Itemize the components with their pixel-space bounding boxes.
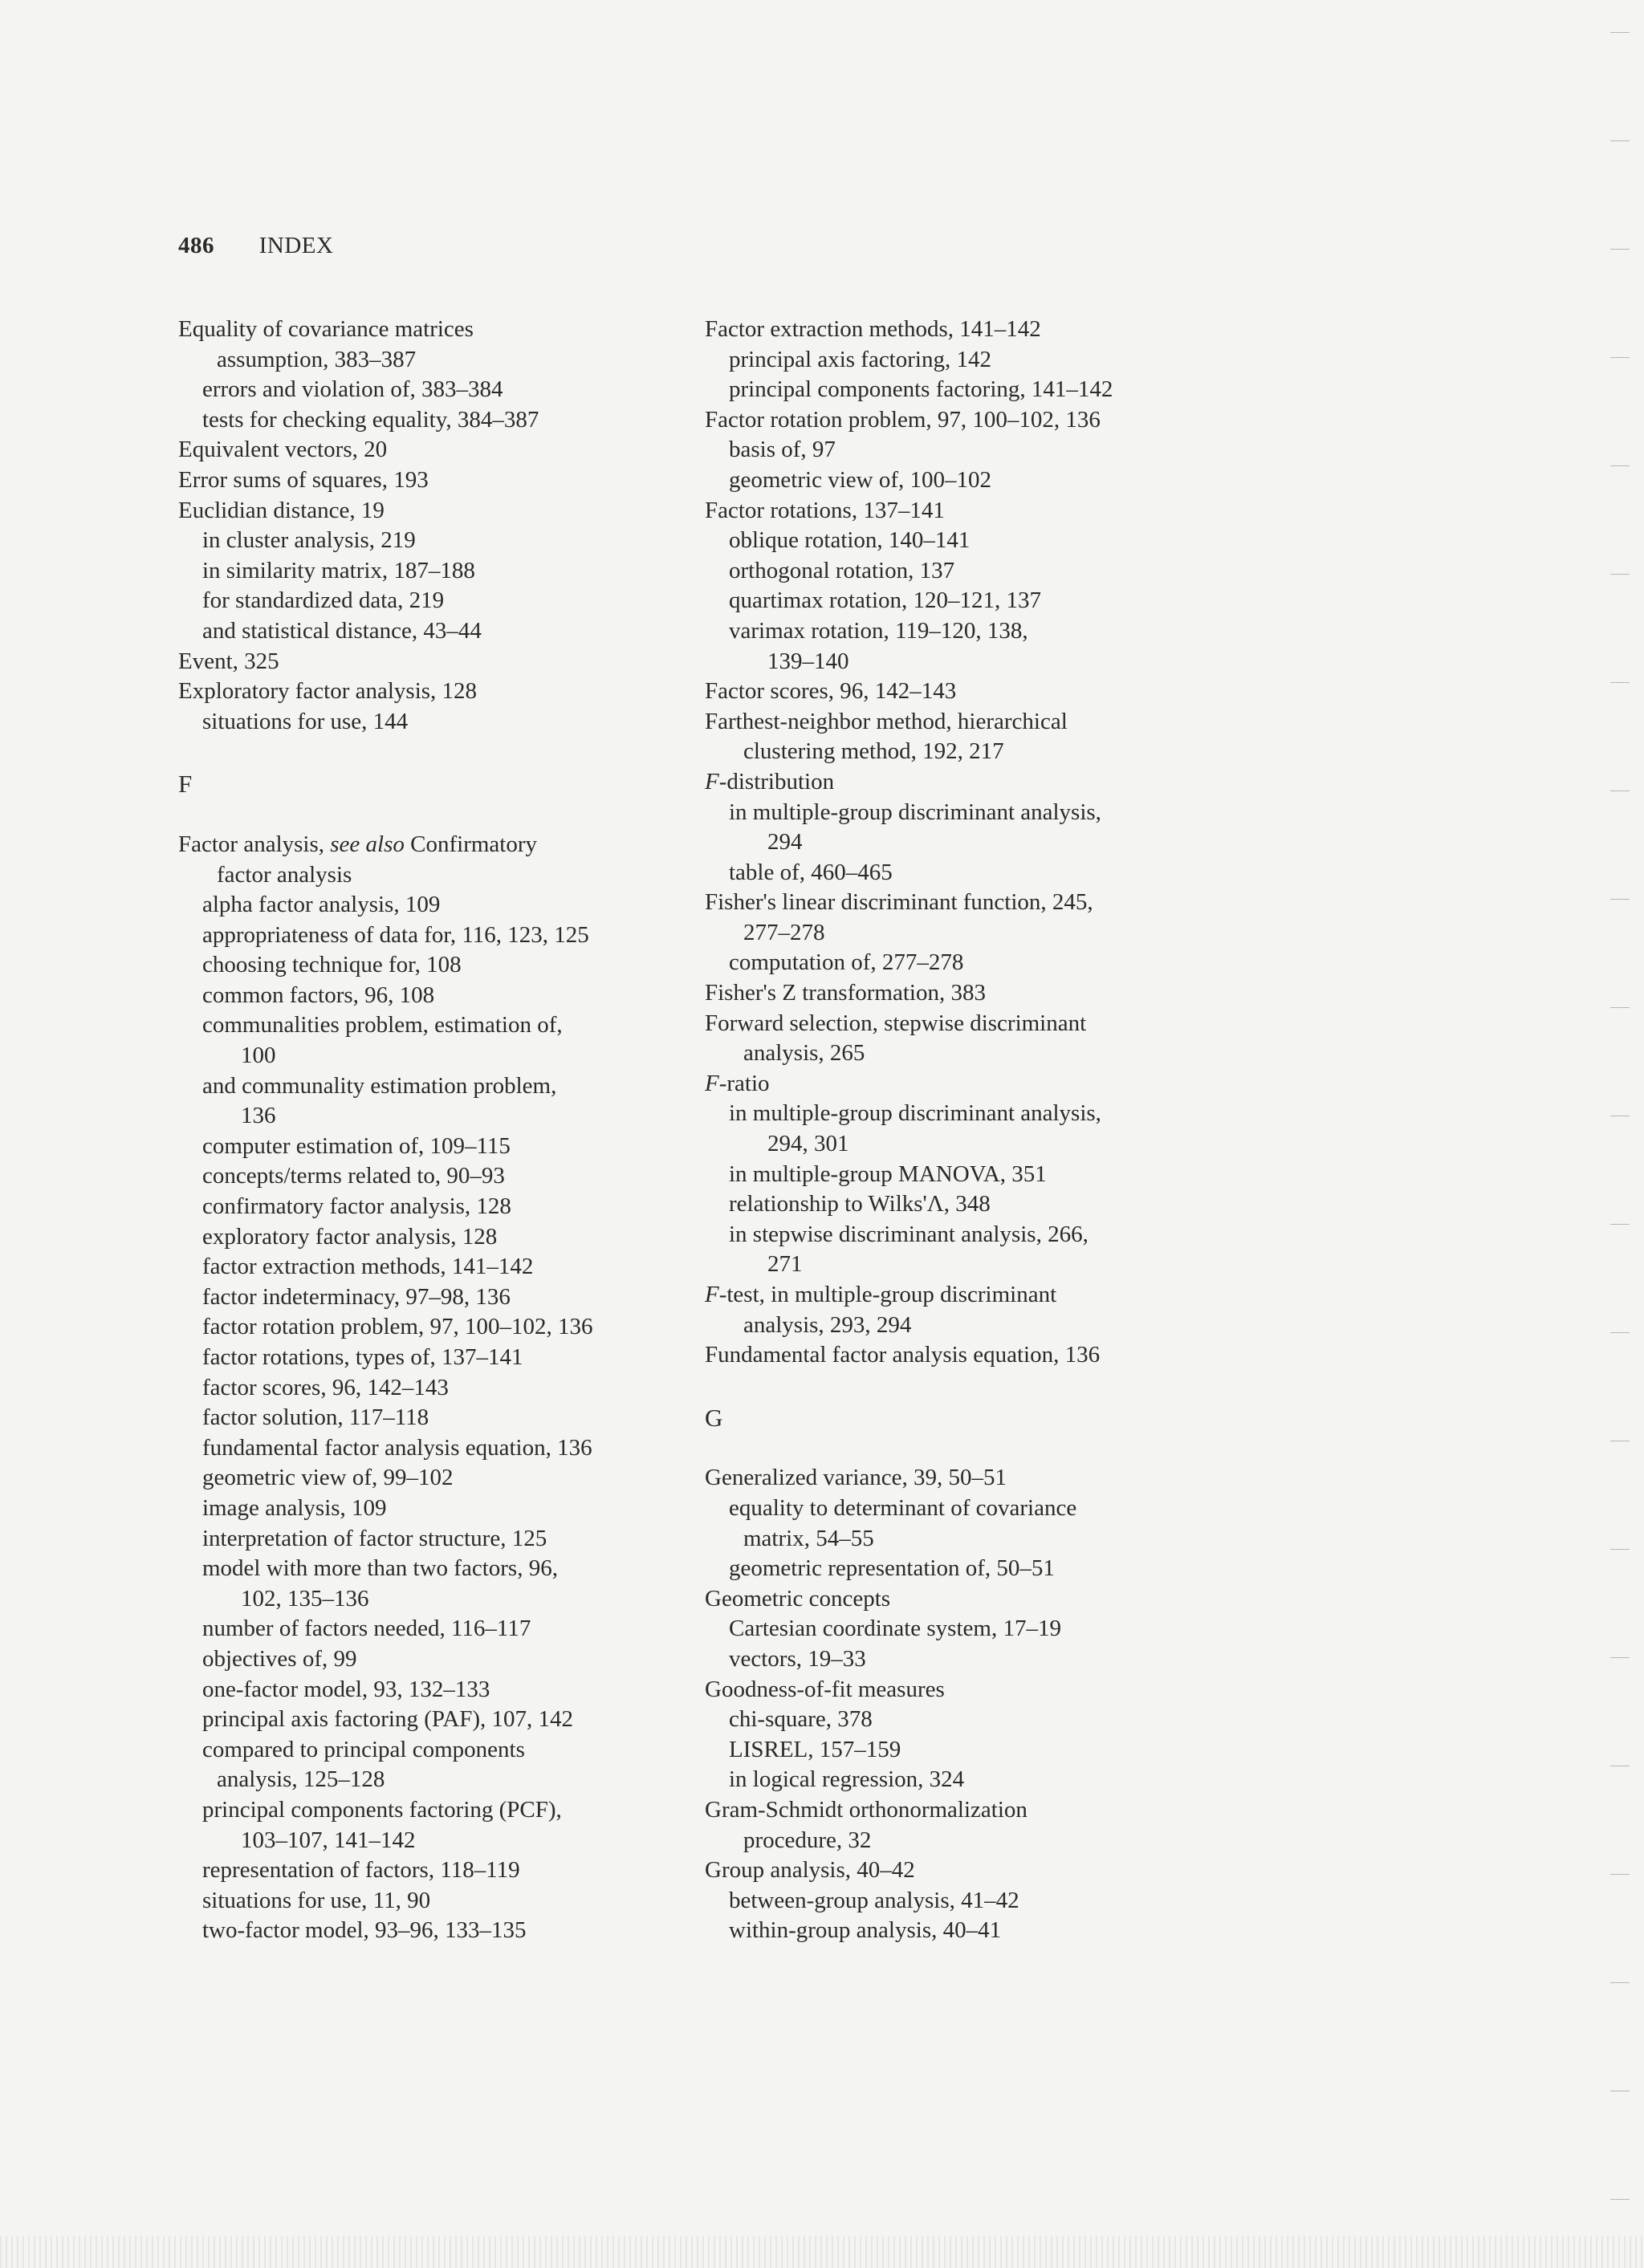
page-title: INDEX <box>258 233 334 258</box>
index-entry: tests for checking equality, 384–387 <box>202 406 539 433</box>
index-entry: in cluster analysis, 219 <box>202 527 416 554</box>
index-entry: situations for use, 11, 90 <box>202 1887 431 1913</box>
edge-mark <box>1610 357 1630 358</box>
page-edge-marks <box>1588 0 1644 2268</box>
index-entry: principal axis factoring, 142 <box>729 346 991 372</box>
index-entry: computation of, 277–278 <box>729 949 964 976</box>
index-entry: Factor extraction methods, 141–142 <box>705 316 1041 342</box>
index-entry: factor extraction methods, 141–142 <box>202 1254 534 1280</box>
index-entry: quartimax rotation, 120–121, 137 <box>729 587 1042 614</box>
edge-mark <box>1610 32 1630 33</box>
index-entry: in stepwise discriminant analysis, 266, <box>729 1221 1089 1247</box>
index-entry: analysis, 293, 294 <box>743 1311 912 1338</box>
index-entry: Fundamental factor analysis equation, 136 <box>705 1342 1101 1368</box>
edge-mark <box>1610 140 1630 141</box>
index-entry: appropriateness of data for, 116, 123, 125 <box>202 921 589 948</box>
index-entry: principal components factoring (PCF), <box>202 1796 562 1823</box>
index-entry: in multiple-group discriminant analysis, <box>729 1100 1101 1127</box>
index-entry: 139–140 <box>767 648 849 674</box>
edge-mark <box>1610 465 1630 466</box>
index-entry: 100 <box>241 1043 276 1069</box>
index-entry: Euclidian distance, 19 <box>178 497 385 523</box>
index-entry: representation of factors, 118–119 <box>202 1857 520 1884</box>
index-entry: F-distribution <box>705 768 835 795</box>
index-entry: Exploratory factor analysis, 128 <box>178 678 478 705</box>
index-entry: 271 <box>767 1251 803 1278</box>
index-entry: Factor rotations, 137–141 <box>705 497 945 523</box>
index-entry: basis of, 97 <box>729 437 836 463</box>
index-entry: interpretation of factor structure, 125 <box>202 1525 547 1551</box>
index-entry: 294, 301 <box>767 1131 849 1157</box>
index-entry: Factor analysis, see also Confirmatory <box>178 831 537 857</box>
edge-mark <box>1610 1224 1630 1225</box>
index-entry: Equivalent vectors, 20 <box>178 437 388 463</box>
edge-mark <box>1610 2199 1630 2200</box>
index-letter-heading: F <box>178 770 193 799</box>
index-entry: Cartesian coordinate system, 17–19 <box>729 1616 1061 1642</box>
index-entry: Goodness-of-fit measures <box>705 1676 945 1702</box>
index-entry: two-factor model, 93–96, 133–135 <box>202 1917 527 1944</box>
index-entry: concepts/terms related to, 90–93 <box>202 1163 505 1189</box>
index-entry: Geometric concepts <box>705 1585 891 1612</box>
index-entry: Forward selection, stepwise discriminant <box>705 1010 1087 1036</box>
edge-mark <box>1610 1874 1630 1875</box>
index-entry: image analysis, 109 <box>202 1494 387 1521</box>
index-entry: communalities problem, estimation of, <box>202 1012 563 1038</box>
index-entry: factor rotations, types of, 137–141 <box>202 1344 523 1370</box>
index-entry: in logical regression, 324 <box>729 1766 965 1793</box>
index-entry: and communality estimation problem, <box>202 1072 557 1099</box>
index-entry: factor rotation problem, 97, 100–102, 136 <box>202 1314 593 1340</box>
index-entry: matrix, 54–55 <box>743 1525 874 1551</box>
index-entry: between-group analysis, 41–42 <box>729 1887 1019 1913</box>
index-entry: model with more than two factors, 96, <box>202 1555 558 1582</box>
edge-mark <box>1610 1332 1630 1333</box>
index-entry: factor analysis <box>217 861 352 888</box>
index-entry: procedure, 32 <box>743 1827 872 1853</box>
index-entry: Factor scores, 96, 142–143 <box>705 678 957 705</box>
index-entry: varimax rotation, 119–120, 138, <box>729 617 1028 644</box>
index-entry: fundamental factor analysis equation, 136 <box>202 1434 592 1461</box>
index-letter-heading: G <box>705 1403 723 1432</box>
edge-mark <box>1610 1007 1630 1008</box>
index-entry: in similarity matrix, 187–188 <box>202 557 475 583</box>
index-entry: Fisher's linear discriminant function, 245, <box>705 889 1093 916</box>
index-entry: equality to determinant of covariance <box>729 1494 1077 1521</box>
index-entry: 136 <box>241 1103 276 1129</box>
index-entry: situations for use, 144 <box>202 708 409 734</box>
index-entry: principal components factoring, 141–142 <box>729 376 1113 403</box>
edge-mark <box>1610 1549 1630 1550</box>
index-entry: Event, 325 <box>178 648 279 674</box>
index-entry: in multiple-group discriminant analysis, <box>729 799 1101 825</box>
index-entry: relationship to Wilks'Λ, 348 <box>729 1191 991 1217</box>
index-entry: assumption, 383–387 <box>217 346 417 372</box>
index-entry: F-test, in multiple-group discriminant <box>705 1282 1057 1307</box>
index-entry: Group analysis, 40–42 <box>705 1857 915 1884</box>
edge-mark <box>1610 1657 1630 1658</box>
edge-mark <box>1610 574 1630 575</box>
index-entry: orthogonal rotation, 137 <box>729 557 955 583</box>
running-head <box>178 233 333 259</box>
index-entry: choosing technique for, 108 <box>202 952 462 978</box>
index-entry: errors and violation of, 383–384 <box>202 376 503 403</box>
index-entry: common factors, 96, 108 <box>202 982 435 1008</box>
index-entry: clustering method, 192, 217 <box>743 738 1004 765</box>
index-entry: principal axis factoring (PAF), 107, 142 <box>202 1706 574 1733</box>
index-column-left <box>178 315 692 1946</box>
scan-noise-strip <box>0 2236 1644 2268</box>
index-entry: Fisher's Z transformation, 383 <box>705 980 986 1006</box>
index-entry: Equality of covariance matrices <box>178 316 474 342</box>
index-entry: alpha factor analysis, 109 <box>202 892 441 918</box>
index-entry: for standardized data, 219 <box>202 587 445 614</box>
index-entry: one-factor model, 93, 132–133 <box>202 1676 490 1702</box>
index-entry: analysis, 265 <box>743 1040 865 1067</box>
index-entry: factor scores, 96, 142–143 <box>202 1374 449 1400</box>
index-entry: geometric representation of, 50–51 <box>729 1555 1055 1582</box>
index-entry: compared to principal components <box>202 1736 525 1762</box>
index-entry: chi-square, 378 <box>729 1706 873 1733</box>
edge-mark <box>1610 249 1630 250</box>
index-entry: vectors, 19–33 <box>729 1645 866 1672</box>
index-entry: 294 <box>767 829 803 856</box>
index-entry: oblique rotation, 140–141 <box>729 527 971 554</box>
index-entry: Farthest-neighbor method, hierarchical <box>705 708 1068 734</box>
index-entry: computer estimation of, 109–115 <box>202 1132 511 1159</box>
index-entry: Factor rotation problem, 97, 100–102, 136 <box>705 406 1101 433</box>
edge-mark <box>1610 1982 1630 1983</box>
index-entry: analysis, 125–128 <box>217 1766 385 1793</box>
index-entry: and statistical distance, 43–44 <box>202 617 482 644</box>
index-entry: within-group analysis, 40–41 <box>729 1917 1002 1944</box>
index-entry: objectives of, 99 <box>202 1645 357 1672</box>
index-entry: Error sums of squares, 193 <box>178 466 429 493</box>
edge-mark <box>1610 899 1630 900</box>
index-column-right <box>705 315 1267 1946</box>
index-entry: geometric view of, 100–102 <box>729 466 991 493</box>
edge-mark <box>1610 682 1630 683</box>
index-entry: geometric view of, 99–102 <box>202 1465 454 1491</box>
index-entry: factor solution, 117–118 <box>202 1404 429 1431</box>
index-entry: table of, 460–465 <box>729 859 893 885</box>
index-entry: 102, 135–136 <box>241 1585 369 1612</box>
index-entry: confirmatory factor analysis, 128 <box>202 1193 511 1220</box>
index-entry: number of factors needed, 116–117 <box>202 1616 531 1642</box>
index-entry: Generalized variance, 39, 50–51 <box>705 1465 1007 1491</box>
index-entry: Gram-Schmidt orthonormalization <box>705 1796 1028 1823</box>
index-entry: factor indeterminacy, 97–98, 136 <box>202 1283 511 1310</box>
index-entry: LISREL, 157–159 <box>729 1736 901 1762</box>
index-entry: 277–278 <box>743 919 825 945</box>
index-entry: exploratory factor analysis, 128 <box>202 1223 498 1250</box>
index-entry: in multiple-group MANOVA, 351 <box>729 1160 1047 1187</box>
index-entry: F-ratio <box>705 1070 770 1096</box>
page-number: 486 <box>178 233 214 258</box>
index-entry: 103–107, 141–142 <box>241 1827 416 1853</box>
